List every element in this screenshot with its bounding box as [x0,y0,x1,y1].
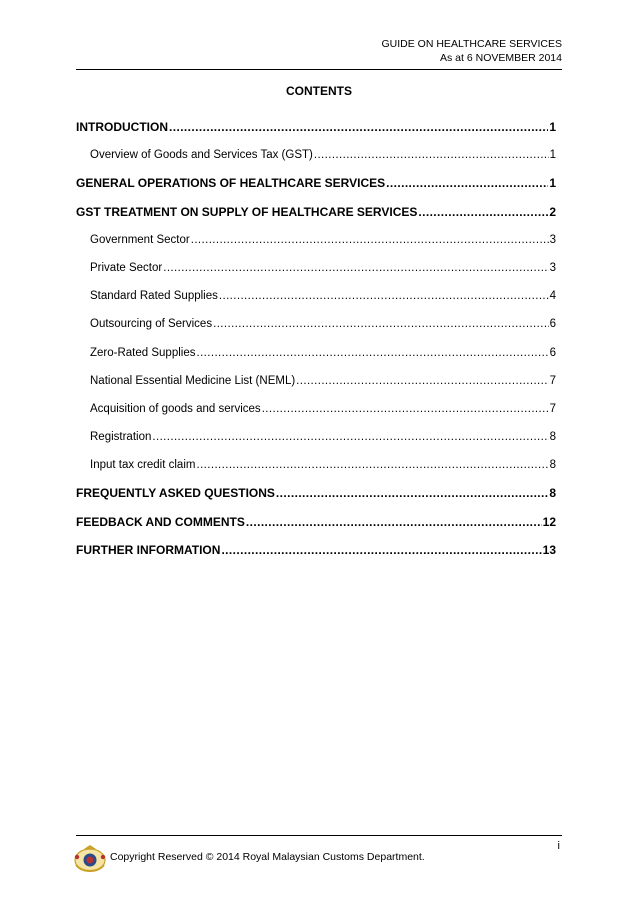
toc-entry-page: 7 [549,374,556,387]
toc-entry-title: Standard Rated Supplies [90,290,218,303]
contents-title: CONTENTS [286,84,352,98]
toc-entry-page: 2 [549,204,556,219]
table-of-contents [76,113,556,564]
toc-entry-page: 8 [549,486,556,501]
toc-entry-page: 1 [549,176,556,191]
toc-entry-page: 12 [542,514,556,529]
toc-section-entry[interactable] [76,113,556,141]
toc-dot-leader [163,254,548,282]
toc-dot-leader [221,536,541,564]
toc-dot-leader [386,169,548,197]
toc-entry-title: Private Sector [90,261,163,274]
toc-entry-title: INTRODUCTION [76,120,168,134]
toc-dot-leader [418,198,548,226]
toc-dot-leader [314,141,549,169]
crest-core [87,857,94,864]
toc-entry-title: Input tax credit claim [90,459,196,472]
toc-entry-page: 6 [549,346,556,359]
toc-entry-title: Outsourcing of Services [90,318,213,331]
toc-entry-page: 3 [549,233,556,246]
toc-entry-page: 8 [549,459,556,472]
toc-entry-title: FREQUENTLY ASKED QUESTIONS [76,486,275,501]
toc-subsection-entry[interactable] [76,339,556,367]
header-divider [76,69,562,70]
toc-dot-leader [169,113,548,141]
toc-entry-title: National Essential Medicine List (NEML) [90,374,296,387]
toc-subsection-entry[interactable] [76,451,556,479]
toc-entry-title: Registration [90,431,152,444]
toc-entry-title: Zero-Rated Supplies [90,346,196,359]
header-document-title: GUIDE ON HEALTHCARE SERVICES [381,38,562,50]
toc-section-entry[interactable] [76,508,556,536]
toc-entry-title: Government Sector [90,233,190,246]
toc-entry-page: 7 [549,402,556,415]
toc-subsection-entry[interactable] [76,310,556,338]
toc-dot-leader [196,451,548,479]
toc-entry-title: GST TREATMENT ON SUPPLY OF HEALTHCARE SERVICES [76,204,418,219]
header-date: As at 6 NOVEMBER 2014 [440,52,562,64]
footer-divider [76,835,562,836]
toc-dot-leader [246,508,542,536]
toc-section-entry[interactable] [76,536,556,564]
toc-entry-title: Acquisition of goods and services [90,402,261,415]
toc-subsection-entry[interactable] [76,423,556,451]
toc-entry-page: 1 [549,120,556,134]
crest-crown [84,845,96,849]
toc-entry-page: 4 [549,290,556,303]
toc-dot-leader [152,423,548,451]
toc-subsection-entry[interactable] [76,367,556,395]
toc-entry-title: FEEDBACK AND COMMENTS [76,514,245,529]
toc-entry-page: 1 [549,149,556,162]
toc-section-entry[interactable] [76,479,556,507]
toc-dot-leader [276,479,548,507]
toc-entry-page: 13 [542,542,556,557]
toc-subsection-entry[interactable] [76,226,556,254]
copyright-notice: Copyright Reserved © 2014 Royal Malaysian Customs Department. [110,851,425,863]
customs-crest-icon [73,843,107,873]
toc-section-entry[interactable] [76,169,556,197]
toc-subsection-entry[interactable] [76,395,556,423]
toc-dot-leader [262,395,549,423]
toc-subsection-entry[interactable] [76,282,556,310]
page-header [382,37,562,65]
toc-dot-leader [219,282,549,310]
toc-entry-page: 6 [549,318,556,331]
toc-entry-title: Overview of Goods and Services Tax (GST) [90,149,313,162]
toc-dot-leader [296,367,548,395]
toc-entry-page: 8 [549,431,556,444]
toc-section-entry[interactable] [76,198,556,226]
crest-right-ornament [101,855,105,859]
page-number: i [557,840,560,852]
toc-subsection-entry[interactable] [76,254,556,282]
toc-dot-leader [191,226,549,254]
toc-subsection-entry[interactable] [76,141,556,169]
toc-dot-leader [213,310,549,338]
toc-entry-page: 3 [549,261,556,274]
toc-entry-title: FURTHER INFORMATION [76,542,221,557]
crest-left-ornament [75,855,79,859]
toc-entry-title: GENERAL OPERATIONS OF HEALTHCARE SERVICES [76,176,386,191]
toc-dot-leader [196,339,548,367]
